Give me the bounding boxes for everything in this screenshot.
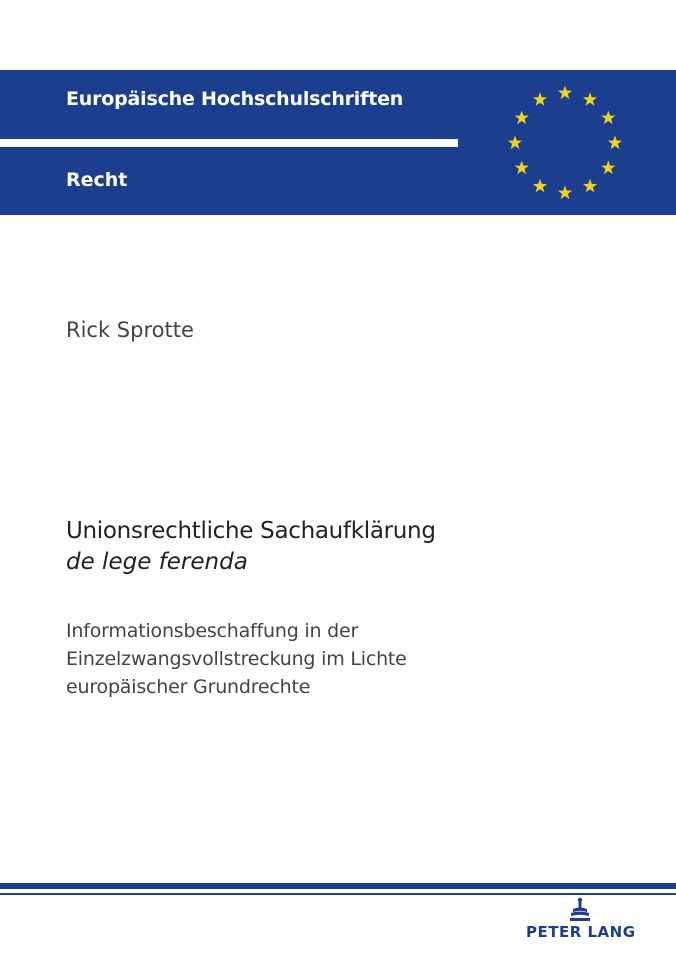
subseries-label: Recht [66,169,128,191]
star-icon [533,179,547,193]
book-title: Unionsrechtliche Sachaufklärung [66,518,436,544]
author-name: Rick Sprotte [66,318,194,342]
star-icon [583,179,597,193]
star-icon [558,186,572,200]
eu-stars-icon [500,78,630,208]
star-icon [515,161,529,175]
series-divider [0,139,458,147]
star-icon [583,92,597,106]
star-icon [508,136,522,150]
series-title: Europäische Hochschulschriften [66,88,404,110]
subtitle-line: europäischer Grundrechte [66,676,311,698]
star-icon [601,111,615,125]
bottom-rule-thin [0,893,676,895]
bottom-rule [0,883,676,889]
star-icon [601,161,615,175]
book-title-italic: de lege ferenda [66,549,248,575]
peter-lang-logo-icon [568,897,592,923]
star-icon [608,136,622,150]
star-icon [515,111,529,125]
subtitle-line: Einzelzwangsvollstreckung im Lichte [66,648,407,670]
publisher-name: PETER LANG [526,923,636,941]
subtitle-line: Informationsbeschaffung in der [66,620,359,642]
star-icon [558,86,572,100]
star-icon [533,92,547,106]
